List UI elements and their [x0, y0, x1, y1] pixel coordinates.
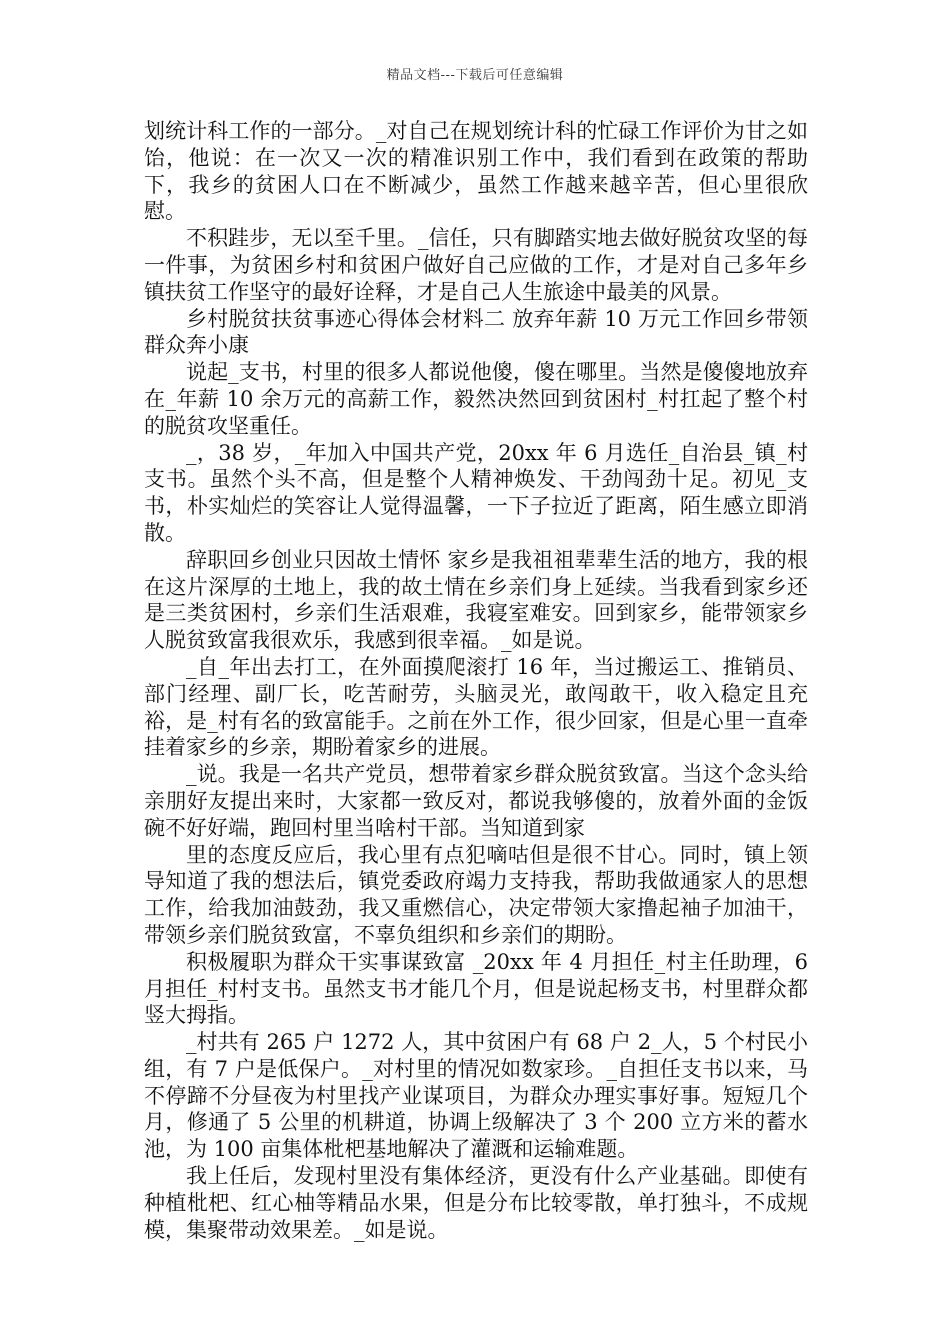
paragraph: _，38 岁，_年加入中国共产党，20xx 年 6 月选任_自治县_镇_村支书。虽然个头不高，但是整个人精神焕发、干劲闯劲十足。初见_支书，朴实灿烂的笑容让人觉得温馨，一下子拉近了距离，陌生感立即消散。	[144, 440, 808, 545]
paragraph: 划统计科工作的一部分。_对自己在规划统计科的忙碌工作评价为甘之如饴，他说：在一次又一次的精准识别工作中，我们看到在政策的帮助下，我乡的贫困人口在不断减少，虽然工作越来越辛苦，但心里很欣慰。	[144, 119, 808, 224]
paragraph: _自_年出去打工，在外面摸爬滚打 16 年，当过搬运工、推销员、部门经理、副厂长，吃苦耐劳，头脑灵光，敢闯敢干，收入稳定且充裕，是_村有名的致富能手。之前在外工作，很少回家，但是心里一直牵挂着家乡的乡亲，期盼着家乡的进展。	[144, 654, 808, 760]
paragraph: 不积跬步，无以至千里。_信任，只有脚踏实地去做好脱贫攻坚的每一件事，为贫困乡村和贫困户做好自己应做的工作，才是对自己多年乡镇扶贫工作坚守的最好诠释，才是自己人生旅途中最美的风景。	[144, 226, 808, 304]
document-body	[144, 118, 808, 1243]
paragraph: 我上任后，发现村里没有集体经济，更没有什么产业基础。即使有种植枇杷、红心柚等精品水果，但是分布比较零散，单打独斗，不成规模，集聚带动效果差。_如是说。	[144, 1164, 808, 1242]
paragraph: _说。我是一名共产党员，想带着家乡群众脱贫致富。当这个念头给亲朋好友提出来时，大家都一致反对，都说我够傻的，放着外面的金饭碗不好好端，跑回村里当啥村干部。当知道到家	[144, 762, 808, 840]
paragraph: 里的态度反应后，我心里有点犯嘀咕但是很不甘心。同时，镇上领导知道了我的想法后，镇党委政府竭力支持我，帮助我做通家人的思想工作，给我加油鼓劲，我又重燃信心，决定带领大家撸起袖子加油干，带领乡亲们脱贫致富，不辜负组织和乡亲们的期盼。	[144, 842, 808, 947]
paragraph: _村共有 265 户 1272 人，其中贫困户有 68 户 2_人，5 个村民小组，有 7 户是低保户。_对村里的情况如数家珍。_自担任支书以来，马不停蹄不分昼夜为村里找产业谋项目，为群众办理实事好事。短短几个月，修通了 5 公里的机耕道，协调上级解决了 3 个 200 立方米的蓄水池，为 100 亩集体枇杷基地解决了灌溉和运输难题。	[144, 1030, 808, 1162]
paragraph: 积极履职为群众干实事谋致富 _20xx 年 4 月担任_村主任助理，6 月担任_村村支书。虽然支书才能几个月，但是说起杨支书，村里群众都竖大拇指。	[144, 949, 808, 1028]
paragraph: 说起_支书，村里的很多人都说他傻，傻在哪里。当然是傻傻地放弃在_年薪 10 余万元的高薪工作，毅然决然回到贫困村_村扛起了整个村的脱贫攻坚重任。	[144, 360, 808, 438]
section-heading: 乡村脱贫扶贫事迹心得体会材料二 放弃年薪 10 万元工作回乡带领群众奔小康	[144, 306, 808, 358]
paragraph: 辞职回乡创业只因故土情怀 家乡是我祖祖辈辈生活的地方，我的根在这片深厚的土地上，我的故土情在乡亲们身上延续。当我看到家乡还是三类贫困村，乡亲们生活艰难，我寝室难安。回到家乡，能带领家乡人脱贫致富我很欢乐，我感到很幸福。_如是说。	[144, 547, 808, 653]
page-header: 精品文档---下载后可任意编辑	[386, 68, 564, 83]
